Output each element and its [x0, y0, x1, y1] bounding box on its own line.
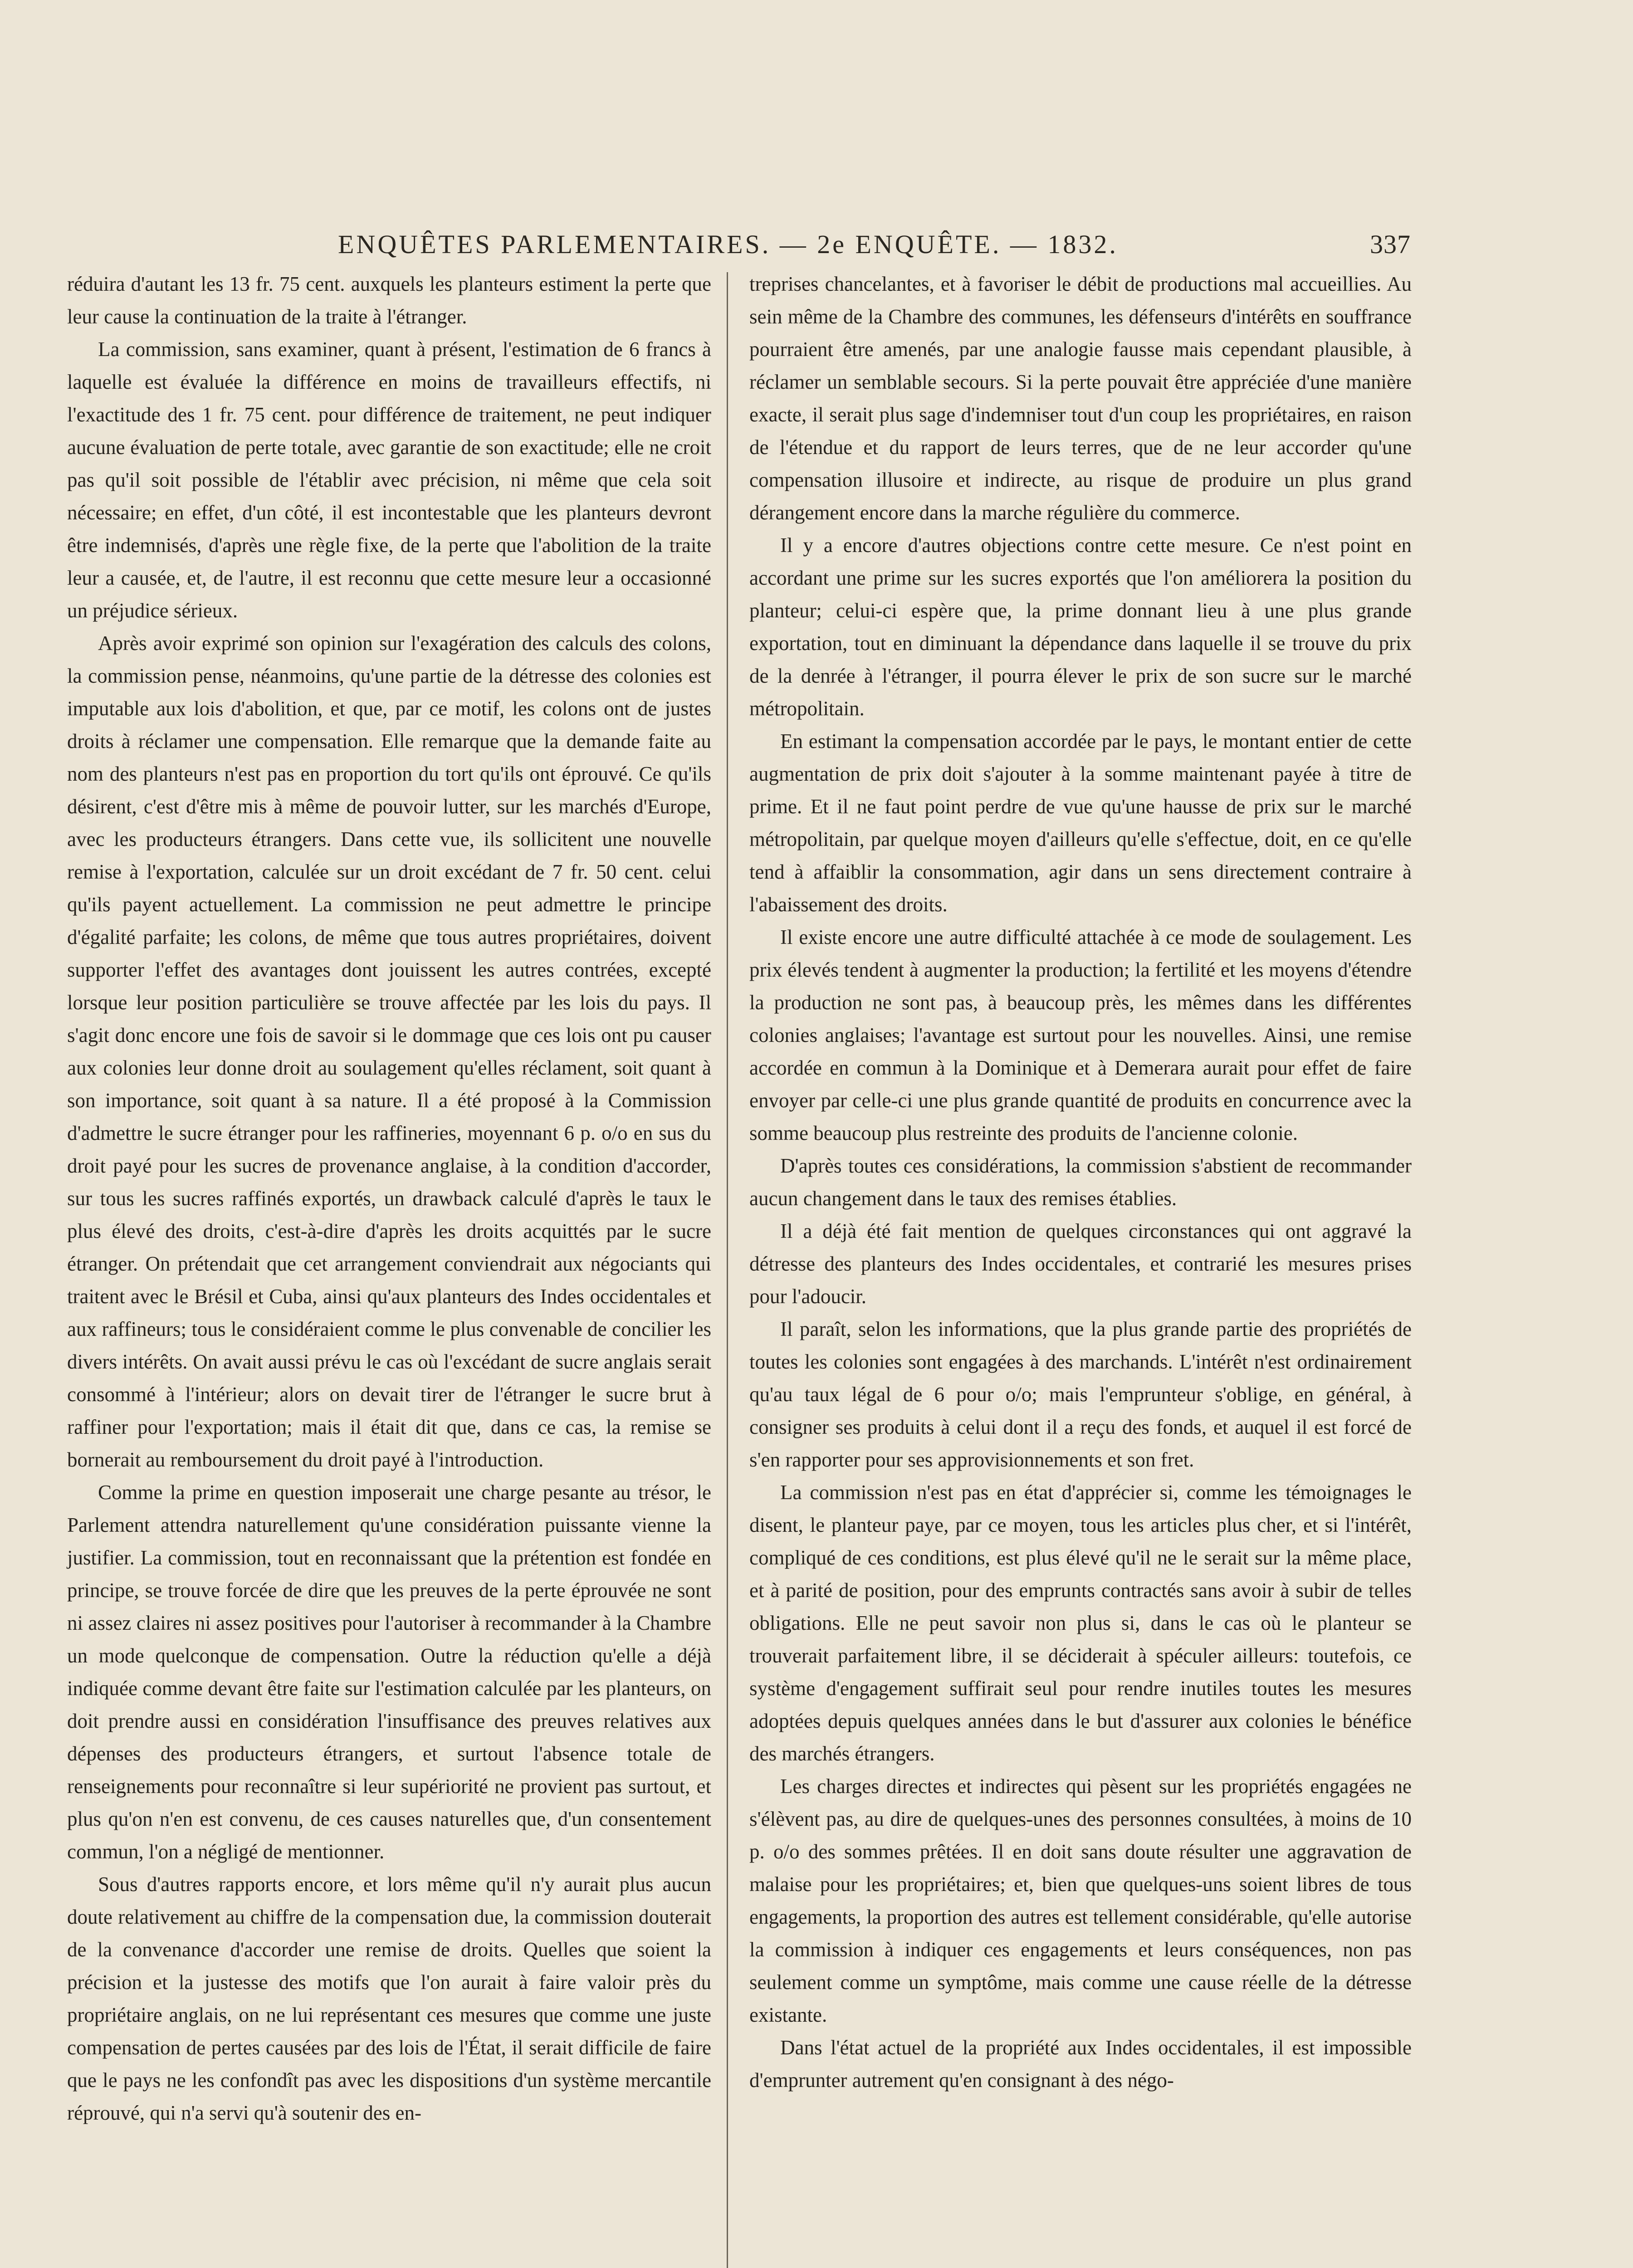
paragraph: Les charges directes et indirectes qui pèsent sur les propriétés engagées ne s'élèvent pas, au dire de quelques-unes des personnes consultées, à moins de 10 p. o/o des sommes prêtées. Il en doit sans doute résulter une aggravation de malaise pour les propriétaires; et, bien que quelques-uns soient libres de tous engagements, la proportion des autres est tellement considérable, qu'elle autorise la commission à indiquer ces engagements et leurs conséquences, non pas seulement comme un symptôme, mais comme une cause réelle de la détresse existante.	[749, 1775, 1412, 2026]
paragraph: Dans l'état actuel de la propriété aux Indes occidentales, il est impossible d'emprunter autrement qu'en consignant à des négo-	[749, 2036, 1412, 2092]
page-header	[204, 229, 1411, 261]
paragraph: D'après toutes ces considérations, la commission s'abstient de recommander aucun changement dans le taux des remises établies.	[749, 1154, 1412, 1210]
paragraph: Il existe encore une autre difficulté attachée à ce mode de soulagement. Les prix élevés tendent à augmenter la production; la fertilité et les moyens d'étendre la production ne sont pas, à beaucoup près, les mêmes dans les différentes colonies anglaises; l'avantage est surtout pour les nouvelles. Ainsi, une remise accordée en commun à la Dominique et à Demerara aurait pour effet de faire envoyer par celle-ci une plus grande quantité de produits en concurrence avec la somme beaucoup plus restreinte des produits de l'ancienne colonie.	[749, 926, 1412, 1144]
right-column	[749, 268, 1412, 2097]
paragraph: Il y a encore d'autres objections contre cette mesure. Ce n'est point en accordant une prime sur les sucres exportés que l'on améliorera la position du planteur; celui-ci espère que, la prime donnant lieu à une plus grande exportation, tout en diminuant la dépendance dans laquelle il se trouve du prix de la denrée à l'étranger, il pourra élever le prix de son sucre sur le marché métropolitain.	[749, 534, 1412, 720]
left-column	[67, 268, 711, 2129]
paragraph: Il paraît, selon les informations, que la plus grande partie des propriétés de toutes les colonies sont engagées à des marchands. L'intérêt n'est ordinairement qu'au taux légal de 6 pour o/o; mais l'emprunteur s'oblige, en général, à consigner ses produits à celui dont il a reçu des fonds, et auquel il est forcé de s'en rapporter pour ses approvisionnements et son fret.	[749, 1318, 1412, 1471]
paragraph: Sous d'autres rapports encore, et lors même qu'il n'y aurait plus aucun doute relativement au chiffre de la compensation due, la commission douterait de la convenance d'accorder une remise de droits. Quelles que soient la précision et la justesse des motifs que l'on aurait à faire valoir près du propriétaire anglais, on ne lui représentant ces mesures que comme une juste compensation de pertes causées par des lois de l'État, il serait difficile de faire que le pays ne les confondît pas avec les dispositions d'un système mercantile réprouvé, qui n'a servi qu'à soutenir des en-	[67, 1873, 711, 2124]
page-title: ENQUÊTES PARLEMENTAIRES. — 2e ENQUÊTE. — 1832.	[338, 230, 1118, 259]
paragraph: En estimant la compensation accordée par le pays, le montant entier de cette augmentation de prix doit s'ajouter à la somme maintenant payée à titre de prime. Et il ne faut point perdre de vue qu'une hausse de prix sur le marché métropolitain, par quelque moyen d'ailleurs qu'elle s'effectue, doit, en ce qu'elle tend à affaiblir la consommation, agir dans un sens directement contraire à l'abaissement des droits.	[749, 730, 1412, 916]
paragraph: Comme la prime en question imposerait une charge pesante au trésor, le Parlement attendra naturellement qu'une considération puissante vienne la justifier. La commission, tout en reconnaissant que la prétention est fondée en principe, se trouve forcée de dire que les preuves de la perte éprouvée ne sont ni assez claires ni assez positives pour l'autoriser à recommander à la Chambre un mode quelconque de compensation. Outre la réduction qu'elle a déjà indiquée comme devant être faite sur l'estimation calculée par les planteurs, on doit prendre aussi en considération l'insuffisance des preuves relatives aux dépenses des producteurs étrangers, et surtout l'absence totale de renseignements pour reconnaître si leur supériorité ne provient pas surtout, et plus qu'on n'en est convenu, de ces causes naturelles que, d'un consentement commun, l'on a négligé de mentionner.	[67, 1481, 711, 1863]
paragraph: La commission n'est pas en état d'apprécier si, comme les témoignages le disent, le planteur paye, par ce moyen, tous les articles plus cher, et si l'intérêt, compliqué de ces conditions, est plus élevé qu'il ne le serait sur la même place, et à parité de position, pour des emprunts contractés sans avoir à subir de telles obligations. Elle ne peut savoir non plus si, dans le cas où le planteur se trouverait parfaitement libre, il se déciderait à spéculer ailleurs: toutefois, ce système d'engagement suffirait seul pour rendre inutiles toutes les mesures adoptées depuis quelques années dans le but d'assurer aux colonies le bénéfice des marchés étrangers.	[749, 1481, 1412, 1765]
page-number: 337	[1370, 230, 1411, 259]
paragraph: réduira d'autant les 13 fr. 75 cent. auxquels les planteurs estiment la perte que leur cause la continuation de la traite à l'étranger.	[67, 273, 711, 328]
paragraph: Il a déjà été fait mention de quelques circonstances qui ont aggravé la détresse des planteurs des Indes occidentales, et contrarié les mesures prises pour l'adoucir.	[749, 1220, 1412, 1308]
column-divider	[727, 272, 728, 2268]
paragraph: Après avoir exprimé son opinion sur l'exagération des calculs des colons, la commission pense, néanmoins, qu'une partie de la détresse des colonies est imputable aux lois d'abolition, et que, par ce motif, les colons ont de justes droits à réclamer une compensation. Elle remarque que la demande faite au nom des planteurs n'est pas en proportion du tort qu'ils ont éprouvé. Ce qu'ils désirent, c'est d'être mis à même de pouvoir lutter, sur les marchés d'Europe, avec les producteurs étrangers. Dans cette vue, ils sollicitent une nouvelle remise à l'exportation, calculée sur un droit excédant de 7 fr. 50 cent. celui qu'ils payent actuellement. La commission ne peut admettre le principe d'égalité parfaite; les colons, de même que tous autres propriétaires, doivent supporter l'effet des avantages dont jouissent les autres contrées, excepté lorsque leur position particulière se trouve affectée par les lois du pays. Il s'agit donc encore une fois de savoir si le dommage que ces lois ont pu causer aux colonies leur donne droit au soulagement qu'elles réclament, soit quant à son importance, soit quant à sa nature. Il a été proposé à la Commission d'admettre le sucre étranger pour les raffineries, moyennant 6 p. o/o en sus du droit payé pour les sucres de provenance anglaise, à la condition d'accorder, sur tous les sucres raffinés exportés, un drawback calculé d'après le taux le plus élevé des droits, c'est-à-dire d'après les droits acquittés par le sucre étranger. On prétendait que cet arrangement conviendrait aux négociants qui traitent avec le Brésil et Cuba, ainsi qu'aux planteurs des Indes occidentales et aux raffineurs; tous le considéraient comme le plus convenable de concilier les divers intérêts. On avait aussi prévu le cas où l'excédant de sucre anglais serait consommé à l'intérieur; alors on devait tirer de l'étranger le sucre brut à raffiner pour l'exportation; mais il était dit que, dans ce cas, la remise se bornerait au remboursement du droit payé à l'introduction.	[67, 632, 711, 1471]
paragraph: La commission, sans examiner, quant à présent, l'estimation de 6 francs à laquelle est évaluée la différence en moins de travailleurs effectifs, ni l'exactitude des 1 fr. 75 cent. pour différence de traitement, ne peut indiquer aucune évaluation de perte totale, avec garantie de son exactitude; elle ne croit pas qu'il soit possible de l'établir avec précision, ni même que cela soit nécessaire; en effet, d'un côté, il est incontestable que les planteurs devront être indemnisés, d'après une règle fixe, de la perte que l'abolition de la traite leur a causée, et, de l'autre, il est reconnu que cette mesure leur a occasionné un préjudice sérieux.	[67, 338, 711, 622]
paragraph: treprises chancelantes, et à favoriser le débit de productions mal accueillies. Au sein même de la Chambre des communes, les défenseurs d'intérêts en souffrance pourraient être amenés, par une analogie fausse mais cependant plausible, à réclamer un semblable secours. Si la perte pouvait être appréciée d'une manière exacte, il serait plus sage d'indemniser tout d'un coup les propriétaires, en raison de l'étendue et du rapport de leurs terres, que de ne leur accorder qu'une compensation illusoire et indirecte, au risque de produire un plus grand dérangement encore dans la marche régulière du commerce.	[749, 273, 1412, 524]
